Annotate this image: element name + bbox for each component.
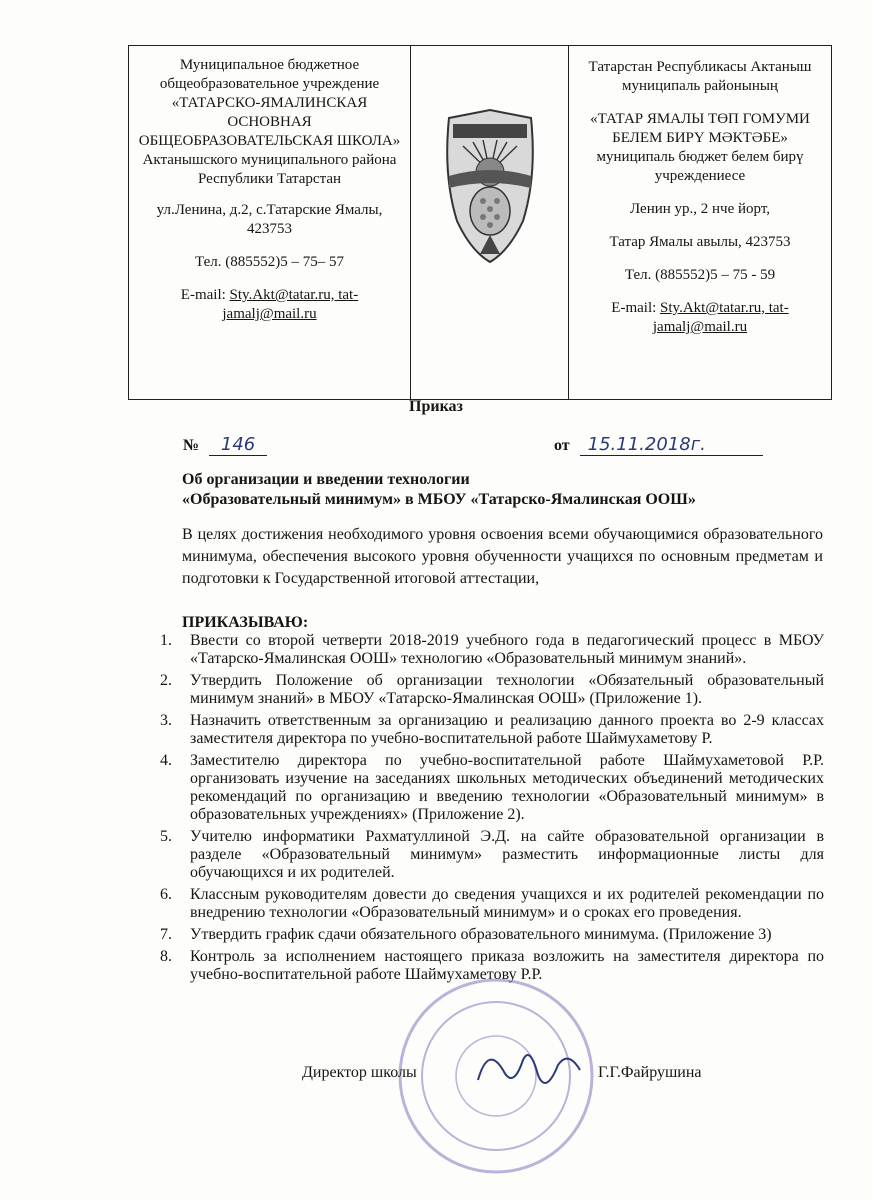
list-item: 4. Заместителю директора по учебно-воспитательной работе Шаймухаметовой Р.Р. организовать изучение на заседаниях школьных методических объединений методических рекомендаций по организацию и введению технологии «Образовательный минимум» в образовательных учреждениях» (Приложение 2). (160, 752, 824, 823)
date-label: от (554, 437, 570, 454)
email-links-tt[interactable]: Sty.Akt@tatar.ru, tat-jamalj@mail.ru (652, 300, 789, 335)
email-links-ru[interactable]: Sty.Akt@tatar.ru, tat-jamalj@mail.ru (222, 287, 359, 322)
coat-of-arms-cell (411, 46, 569, 399)
number-value: 146 (209, 434, 267, 456)
list-item: 3. Назначить ответственным за организацию и реализацию данного проекта во 2-9 классах заместителя директора по учебно-воспитательной работе Шаймухаметову Р. (160, 712, 824, 747)
order-number (183, 434, 267, 456)
letterhead (128, 45, 832, 400)
org-name-ru: Муниципальное бюджетное общеобразовательное учреждение «ТАТАРСКО-ЯМАЛИНСКАЯ ОСНОВНАЯ ОБЩЕОБРАЗОВАТЕЛЬСКАЯ ШКОЛА» Актанышского муниципального района Республики Татарстан (138, 57, 401, 187)
email-tt (577, 299, 823, 337)
number-label: № (183, 437, 200, 454)
signature-position: Директор школы (302, 1064, 417, 1081)
order-items (142, 632, 824, 988)
date-value: 15.11.2018г. (580, 434, 763, 456)
email-label-ru: E-mail: (180, 287, 230, 303)
preamble: В целях достижения необходимого уровня освоения всеми обучающимися образовательного минимума, обеспечения высокого уровня обученности учащихся по основным предметам и подготовки к Государственной итоговой аттестации, (182, 526, 823, 587)
list-item: 6. Классным руководителям довести до сведения учащихся и их родителей рекомендации по внедрению технологии «Образовательный минимум» и о сроках его проведения. (160, 886, 824, 921)
list-item: 8. Контроль за исполнением настоящего приказа возложить на заместителя директора по учебно-воспитательной работе Шаймухаметову Р.Р. (160, 948, 824, 983)
list-item: 2. Утвердить Положение об организации технологии «Обязательный образовательный минимум знаний» в МБОУ «Татарско-Ямалинская ООШ» (Приложение 1). (160, 672, 824, 707)
org-type-tt: муниципаль бюджет белем бирү учреждениесе (596, 149, 804, 184)
order-subject (182, 470, 696, 510)
address-ru: ул.Ленина, д.2, с.Татарские Ямалы, 423753 (156, 202, 383, 237)
subject-line-2: «Образовательный минимум» в МБОУ «Татарско-Ямалинская ООШ» (182, 491, 696, 508)
letterhead-russian (129, 46, 411, 399)
email-label-tt: E-mail: (611, 300, 661, 316)
order-date (554, 434, 763, 456)
school-name-tt: «ТАТАР ЯМАЛЫ ТӨП ГОМУМИ БЕЛЕМ БИРҮ МӘКТӘБЕ» (590, 111, 810, 146)
signature-name: Г.Г.Файрушина (598, 1064, 702, 1081)
address2-tt: Татар Ямалы авылы, 423753 (609, 234, 791, 250)
document-title: Приказ (409, 398, 463, 415)
republic-tt: Татарстан Республикасы Актаныш муниципаль районының (588, 59, 812, 94)
phone-tt: Тел. (885552)5 – 75 - 59 (624, 267, 776, 283)
subject-line-1: Об организации и введении технологии (182, 471, 470, 488)
signature-icon (468, 1040, 588, 1100)
list-item: 5. Учителю информатики Рахматуллиной Э.Д. на сайте образовательной организации в разделе «Образовательный минимум» разместить информационные листы для обучающихся и их родителей. (160, 828, 824, 881)
email-ru (137, 286, 402, 324)
list-item: 7. Утвердить график сдачи обязательного образовательного минимума. (Приложение 3) (160, 926, 772, 943)
coat-of-arms-icon (423, 106, 557, 266)
address1-tt: Ленин ур., 2 нче йорт, (629, 201, 771, 217)
order-word: ПРИКАЗЫВАЮ: (182, 614, 309, 631)
phone-ru: Тел. (885552)5 – 75– 57 (195, 254, 344, 270)
list-item: 1. Ввести со второй четверти 2018-2019 учебного года в педагогический процесс в МБОУ «Татарско-Ямалинская ООШ» технологию «Образовательный минимум знаний». (160, 632, 824, 667)
letterhead-tatar (569, 46, 831, 399)
